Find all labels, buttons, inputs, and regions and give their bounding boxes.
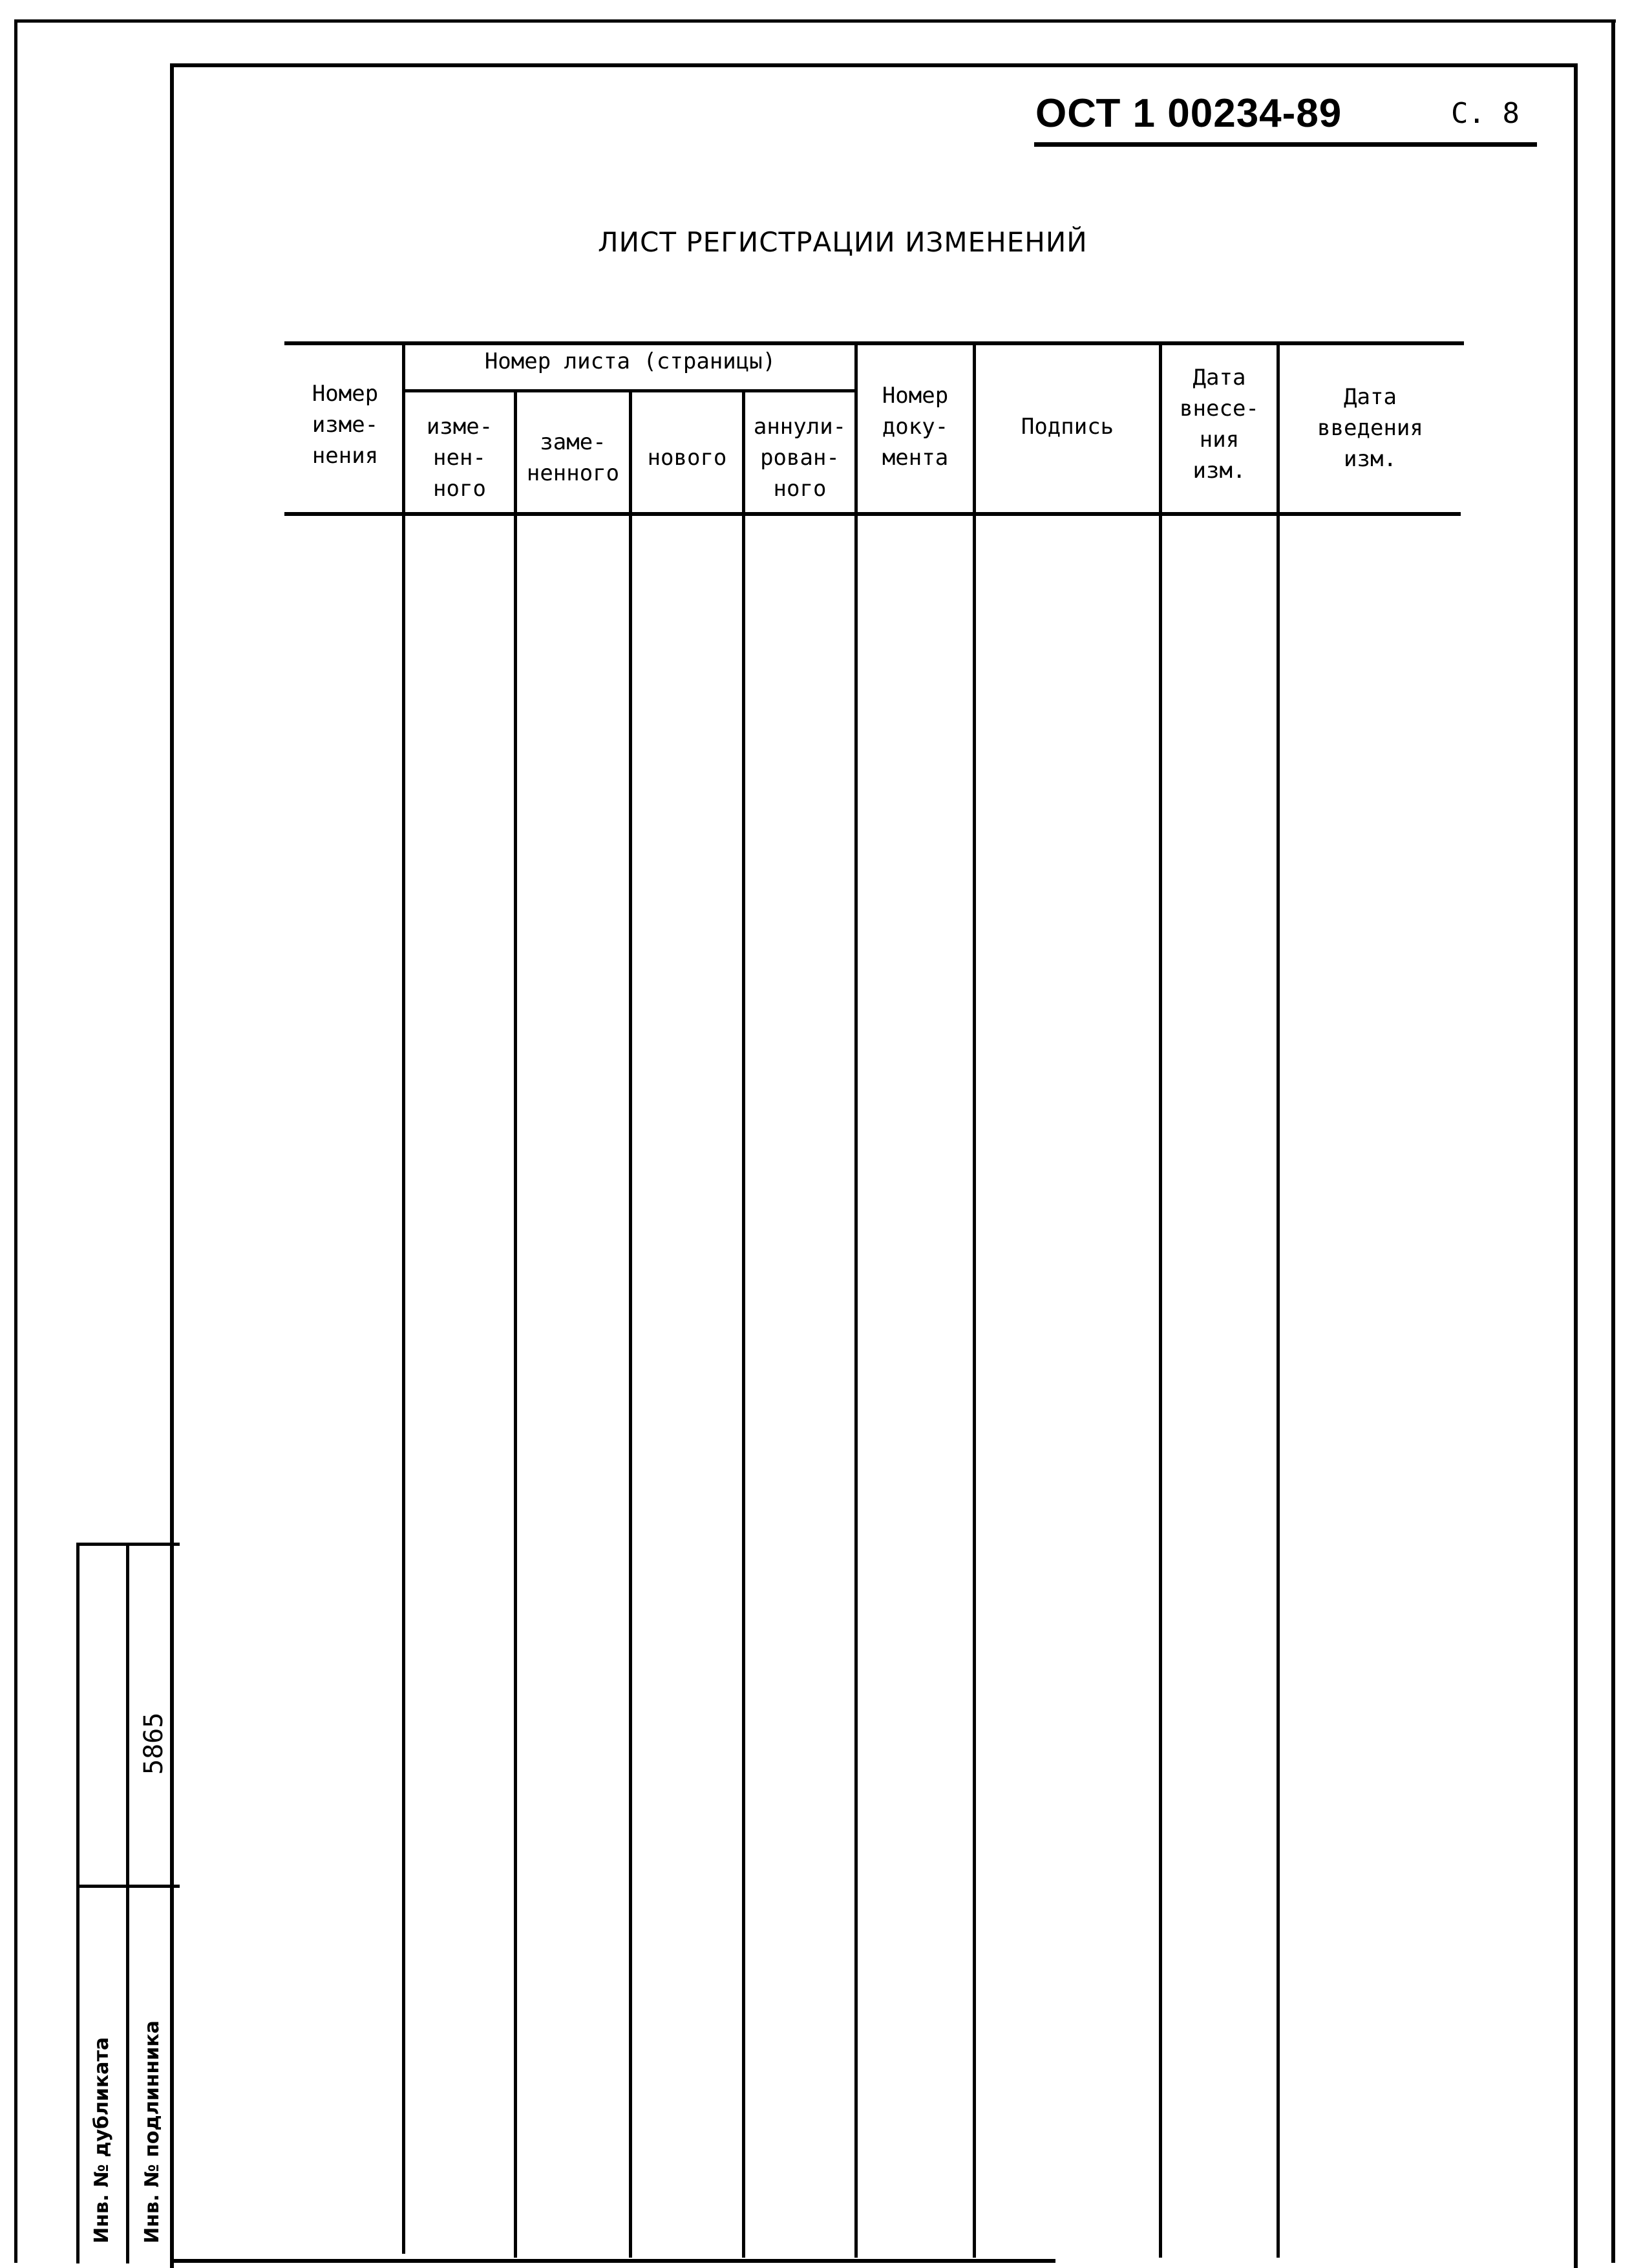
header-new: нового [647, 445, 727, 471]
column-divider-8 [1277, 341, 1280, 2258]
header-replaced: заме- ненного [526, 429, 620, 486]
header-document-number: Номер доку- мента [882, 383, 949, 471]
column-divider-7 [1159, 341, 1162, 2258]
original-inventory-number: 5865 [139, 1712, 169, 1775]
header-effective-date: Дата введения изм. [1317, 384, 1423, 472]
column-divider-2 [514, 389, 517, 2258]
header-entry-date: Дата внесе- ния изм. [1180, 365, 1259, 484]
header-changed: изме- нен- ного [426, 414, 493, 502]
sheet-title: ЛИСТ РЕГИСТРАЦИИ ИЗМЕНЕНИЙ [598, 226, 1088, 258]
header-underline [1034, 142, 1537, 147]
header-signature: Подпись [1021, 414, 1114, 440]
outer-frame-left [14, 19, 17, 2263]
table-header-bottom-line [284, 512, 1461, 516]
stamp-row-divider [76, 1885, 180, 1888]
column-divider-6 [973, 341, 976, 2258]
inner-frame-bottom [170, 2259, 1055, 2263]
outer-frame-top [14, 19, 1616, 23]
table-top-line [284, 341, 1464, 345]
outer-frame-right [1611, 19, 1615, 2263]
column-divider-3 [629, 389, 632, 2258]
header-cancelled: аннули- рован- ного [753, 414, 847, 502]
group-header-sheet-number: Номер листа (страницы) [484, 348, 776, 374]
document-number: ОСТ 1 00234-89 [1035, 91, 1342, 136]
column-divider-5 [854, 341, 858, 2258]
column-divider-1 [402, 341, 405, 2254]
header-change-number: Номер изме- нения [312, 381, 379, 469]
column-divider-4 [742, 389, 745, 2258]
duplicate-inventory-label: Инв. № дубликата [90, 2037, 113, 2243]
original-inventory-label: Инв. № подлинника [141, 2020, 164, 2243]
page-number: С. 8 [1451, 97, 1520, 130]
stamp-column-divider [126, 1543, 129, 2263]
